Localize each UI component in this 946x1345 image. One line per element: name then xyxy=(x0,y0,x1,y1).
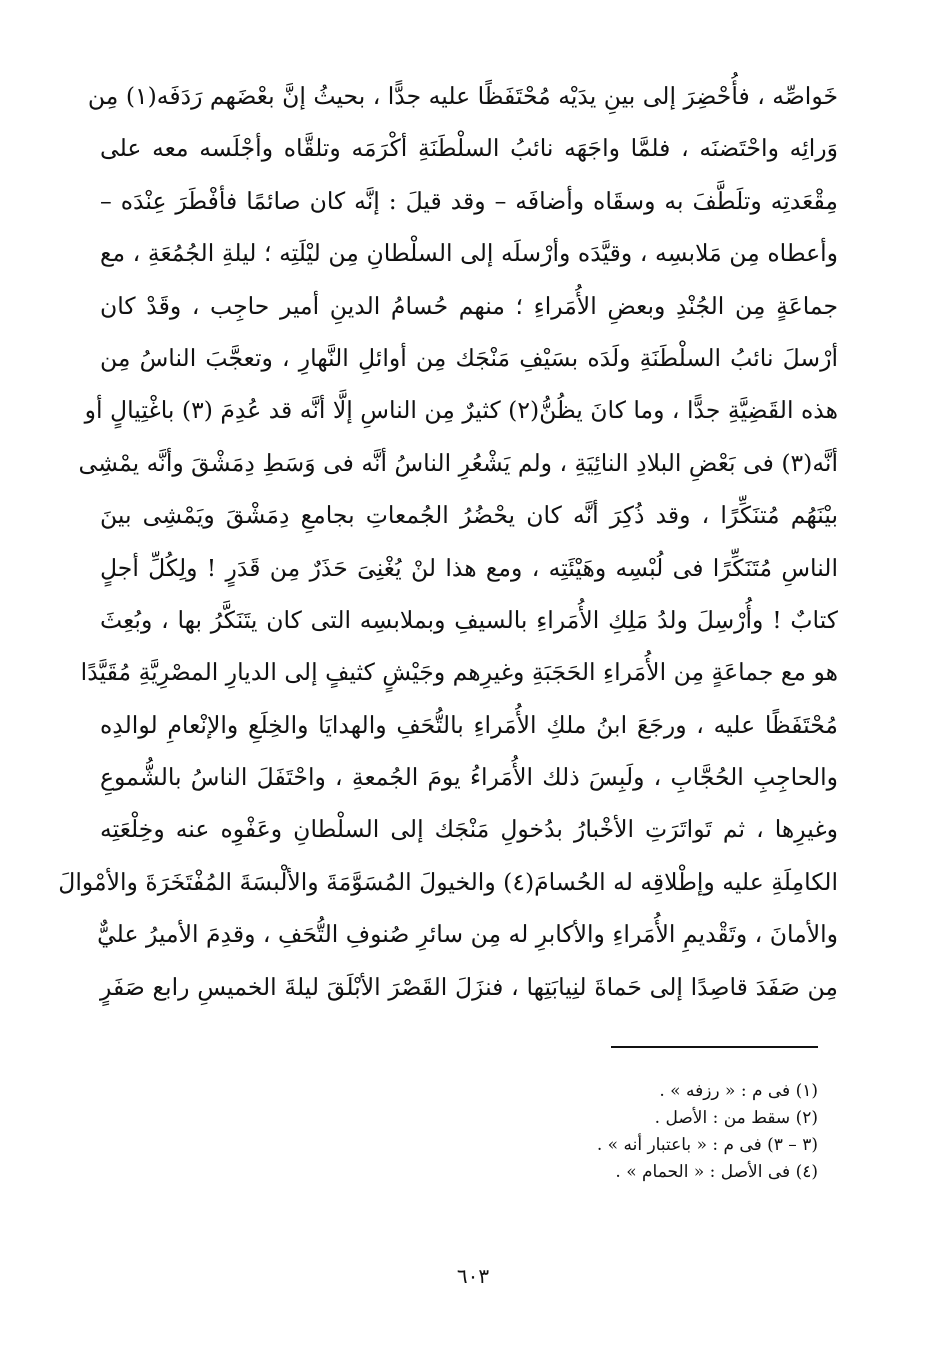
main-text xyxy=(58,70,838,1013)
text-line: مُحْتَفَظًا عليه ، ورجَعَ ابنُ ملكِ الأُمَراءِ بالتُّحَفِ والهدايَا والخِلَعِ والإنْعامِ لوالدِه xyxy=(100,710,838,739)
text-line: خَواصِّه ، فأُحْضِرَ إلى بينِ يدَيْه مُحْتَفَظًا عليه جدًّا ، بحيثُ إنَّ بعْضَهم رَدَفَه(١) مِن xyxy=(87,82,838,110)
text-line: هذه القَضِيَّةِ جدًّا ، وما كانَ يظُنُّ(٢) كثيرٌ مِن الناسِ إلَّا أنَّه قد عُدِمَ (٣) باغْتِيالٍ أو xyxy=(84,396,838,425)
footnotes xyxy=(480,1078,818,1186)
text-line: مِقْعَدتِه وتلَطَّفَ به وسقَاه وأضافَه – وقد قيلَ : إنَّه كان صائمًا فأفْطَرَ عِنْدَه – xyxy=(100,186,838,215)
text-line: جماعَةٍ مِن الجُنْدِ وبعضِ الأُمَراءِ ؛ منهم حُسامُ الدينِ أمير حاجِب ، وقَدْ كان xyxy=(100,291,838,320)
text-line: أنَّه(٣) فى بَعْضِ البلادِ النائِيَةِ ، ولم يَشْعُرِ الناسُ أنَّه فى وَسَطِ دِمَشْقَ وأنَّه يمْشِى xyxy=(78,448,838,477)
footnote: (٣ – ٣) فى م : « باعتبار أنه » . xyxy=(596,1135,818,1155)
page-number: ٦٠٣ xyxy=(456,1264,490,1288)
text-line: بيْنَهُم مُتنَكِّرًا ، وقد ذُكِرَ أنَّه كان يحْضُرُ الجُمعاتِ بجامعِ دِمَشْقَ ويَمْشِى بينَ xyxy=(100,501,838,530)
text-line: الناسِ مُتَنَكِّرًا فى لُبْسِه وهَيْئَتِه ، ومع هذا لنْ يُغْنِىَ حَذَرٌ مِن قَدَرٍ ! ولِكُلِّ أجلٍ xyxy=(100,553,838,582)
text-line: وَرائِه واحْتَضنَه ، فلمَّا واجَهَه نائبُ السلْطَنَةِ أكْرَمَه وتلقَّاه وأجْلَسه معه على xyxy=(100,134,838,163)
text-line: والحاجِبِ الحُجَّابِ ، ولَبِسَ ذلك الأُمَراءُ يومَ الجُمعةِ ، واحْتَفَلَ الناسُ بالشُّموعِ xyxy=(100,763,838,792)
text-line: وغيرِها ، ثم تَواتَرَتِ الأخْبارُ بدُخولِ مَنْجَك إلى السلْطانِ وعَفْوِه عنه وخِلْعَتِه xyxy=(100,815,838,844)
text-line: الكامِلَةِ عليه وإطْلاقِه له الحُسامَ(٤) والخيولَ المُسَوَّمَةَ والألْبسَةَ المُفْتَخَرَةَ والأمْوالَ xyxy=(58,867,838,896)
footnote-divider xyxy=(611,1046,818,1048)
text-line: وأعطاه مِن مَلابسِه ، وقيَّدَه وأرْسلَه إلى السلْطانِ مِن ليْلَتِه ؛ ليلةِ الجُمُعَةِ ، مع xyxy=(100,239,838,268)
footnote: (٢) سقط من : الأصل . xyxy=(654,1108,818,1128)
text-line: هو مع جماعَةٍ مِن الأُمَراءِ الحَجَبَةِ وغيرِهم وجَيْشٍ كثيفٍ إلى الديارِ المصْرِيَّةِ مُقَيَّدًا xyxy=(80,658,838,687)
text-line: والأمانَ ، وتَقْديمِ الأُمَراءِ والأكابرِ له مِن سائرِ صُنوفِ التُّحَفِ ، وقدِمَ الأميرُ عليٌّ xyxy=(97,920,838,949)
text-line: كتابٌ ! وأُرْسِلَ ولدُ مَلِكِ الأُمَراءِ بالسيفِ وبملابسِه التى كان يتَنَكَّرُ بها ، وبُعِثَ xyxy=(100,605,838,634)
footnote: (١) فى م : « رزفه » . xyxy=(659,1081,818,1101)
text-line: مِن صَفَدَ قاصِدًا إلى حَماةَ لنِيابَتِها ، فنزَلَ القَصْرَ الأبْلَقَ ليلةَ الخميسِ رابع صَفَرٍ xyxy=(100,972,838,1001)
text-line: أرْسلَ نائبُ السلْطَنَةِ ولَدَه بسَيْفِ مَنْجَك مِن أوائلِ النَّهارِ ، وتعجَّبَ الناسُ مِن xyxy=(100,343,838,372)
footnote: (٤) فى الأصل : « الحمام » . xyxy=(615,1162,818,1182)
